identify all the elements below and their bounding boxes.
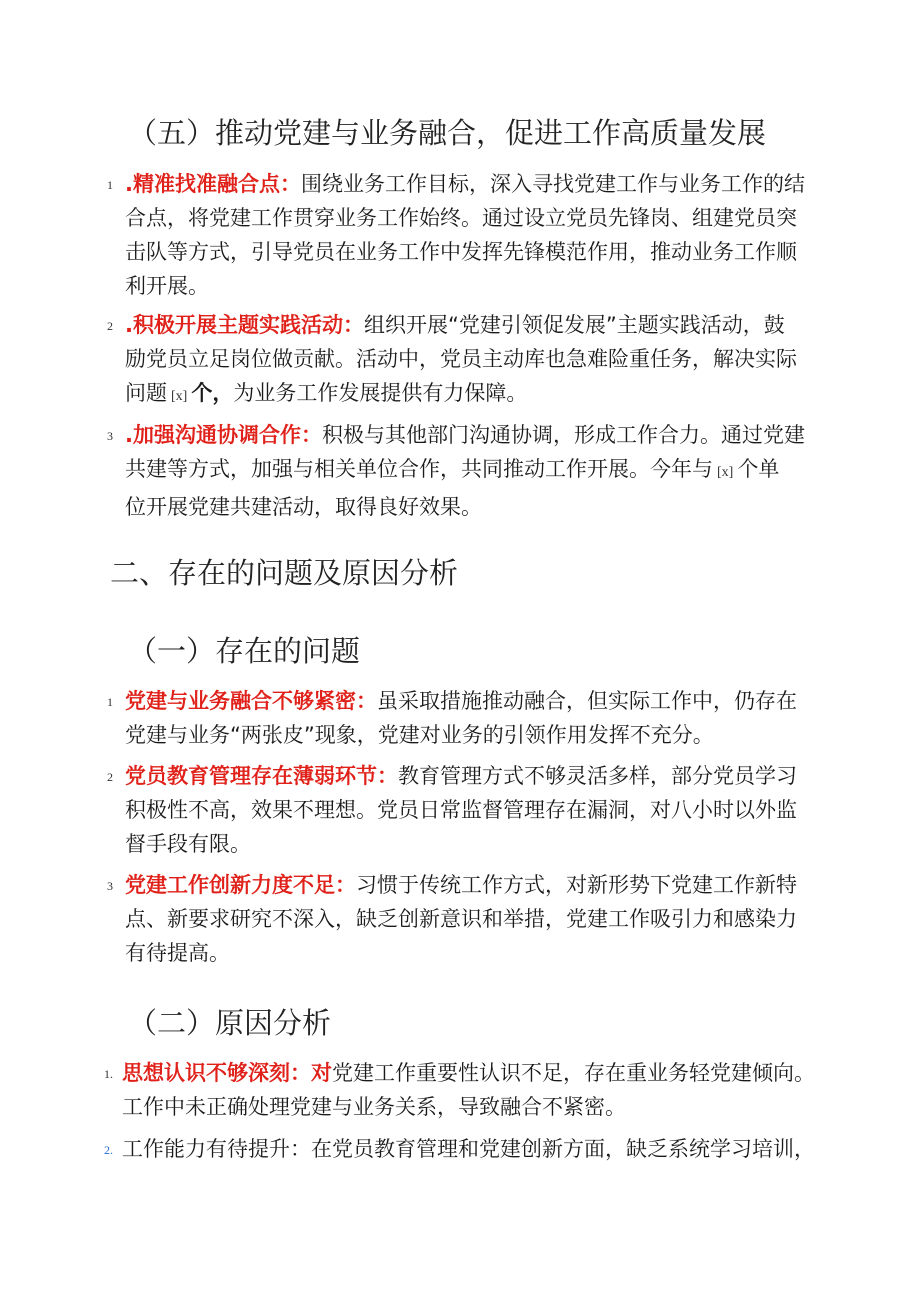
item-text: 工作能力有待提升：在党员教育管理和党建创新方面，缺乏系统学习培训， [122,1137,815,1161]
item-text: 督手段有限。 [125,832,251,856]
item-text: 问题 [125,381,167,405]
item-line [122,1056,822,1090]
list-item [107,759,825,861]
part-two-heading: 二、存在的问题及原因分析 [110,556,459,590]
item-label: 党建与业务融合不够紧密： [125,689,377,713]
item-text: 积极与其他部门沟通协调，形成工作合力。通过党建 [321,423,805,447]
item-text: 组织开展“党建引领促发展”主题实践活动，鼓 [363,313,785,337]
item-label: 党建工作创新力度不足： [125,873,356,897]
item-label: 积极开展主题实践活动： [132,313,364,337]
item-text: 习惯于传统工作方式，对新形势下党建工作新特 [356,873,797,897]
list-item [104,1132,822,1166]
item-line [125,376,825,414]
section-five-heading: （五）推动党建与业务融合，促进工作高质量发展 [128,116,767,150]
list-item [104,1056,822,1124]
item-line [125,684,825,718]
item-number: 1 [107,695,113,709]
item-line [125,452,825,490]
item-text: 工作中未正确处理党建与业务关系，导致融合不紧密。 [122,1095,626,1119]
list-item [107,418,825,524]
item-label: 思想认识不够深刻：对 [122,1061,332,1085]
placeholder-mark: [x] [171,389,188,404]
item-text: 党建与业务“两张皮”现象，党建对业务的引领作用发挥不充分。 [125,723,714,747]
item-label: 党员教育管理存在薄弱环节： [125,764,398,788]
item-line [125,759,825,793]
item-text: 为业务工作发展提供有力保障。 [233,381,528,405]
list-item [107,868,825,970]
subsection-problems-heading: （一）存在的问题 [128,634,361,668]
item-number: 3 [107,879,113,893]
item-text: 点、新要求研究不深入，缺乏创新意识和举措，党建工作吸引力和感染力 [125,907,797,931]
item-number: 3 [107,429,113,443]
item-text: 位开展党建共建活动，取得良好效果。 [125,495,482,519]
item-line [125,167,825,201]
list-item [107,167,825,303]
item-text: 共建等方式，加强与相关单位合作，共同推动工作开展。今年与 [125,457,713,481]
item-text: 积极性不高，效果不理想。党员日常监督管理存在漏洞，对八小时以外监 [125,798,797,822]
item-prefix: . [125,313,133,337]
subsection-causes-heading: （二）原因分析 [128,1006,332,1040]
item-text: 利开展。 [125,274,209,298]
item-number: 1 [107,178,113,192]
item-line [125,868,825,902]
item-text: 有待提高。 [125,941,230,965]
item-text: 个单 [737,457,780,481]
item-line [125,308,825,342]
placeholder-mark: [x] [717,465,734,480]
item-line [125,418,825,452]
item-text: 教育管理方式不够灵活多样，部分党员学习 [398,764,797,788]
item-prefix: . [125,423,133,447]
item-text: 虽采取措施推动融合，但实际工作中，仍存在 [377,689,797,713]
item-number: 1. [104,1067,113,1081]
list-item [107,308,825,414]
item-label: 精准找准融合点： [132,172,301,196]
item-label: 加强沟通协调合作： [132,423,322,447]
item-text-bold: 个， [191,381,234,405]
item-text: 合点，将党建工作贯穿业务工作始终。通过设立党员先锋岗、组建党员突 [125,206,797,230]
item-text: 围绕业务工作目标，深入寻找党建工作与业务工作的结 [300,172,805,196]
item-number: 2 [107,770,113,784]
item-number: 2. [104,1143,113,1157]
item-text: 党建工作重要性认识不足，存在重业务轻党建倾向。 [332,1061,815,1085]
item-text: 击队等方式，引导党员在业务工作中发挥先锋模范作用，推动业务工作顺 [125,240,797,264]
item-number: 2 [107,319,113,333]
item-prefix: . [125,172,133,196]
item-text: 励党员立足岗位做贡献。活动中，党员主动库也急难险重任务，解决实际 [125,347,797,371]
list-item [107,684,825,752]
